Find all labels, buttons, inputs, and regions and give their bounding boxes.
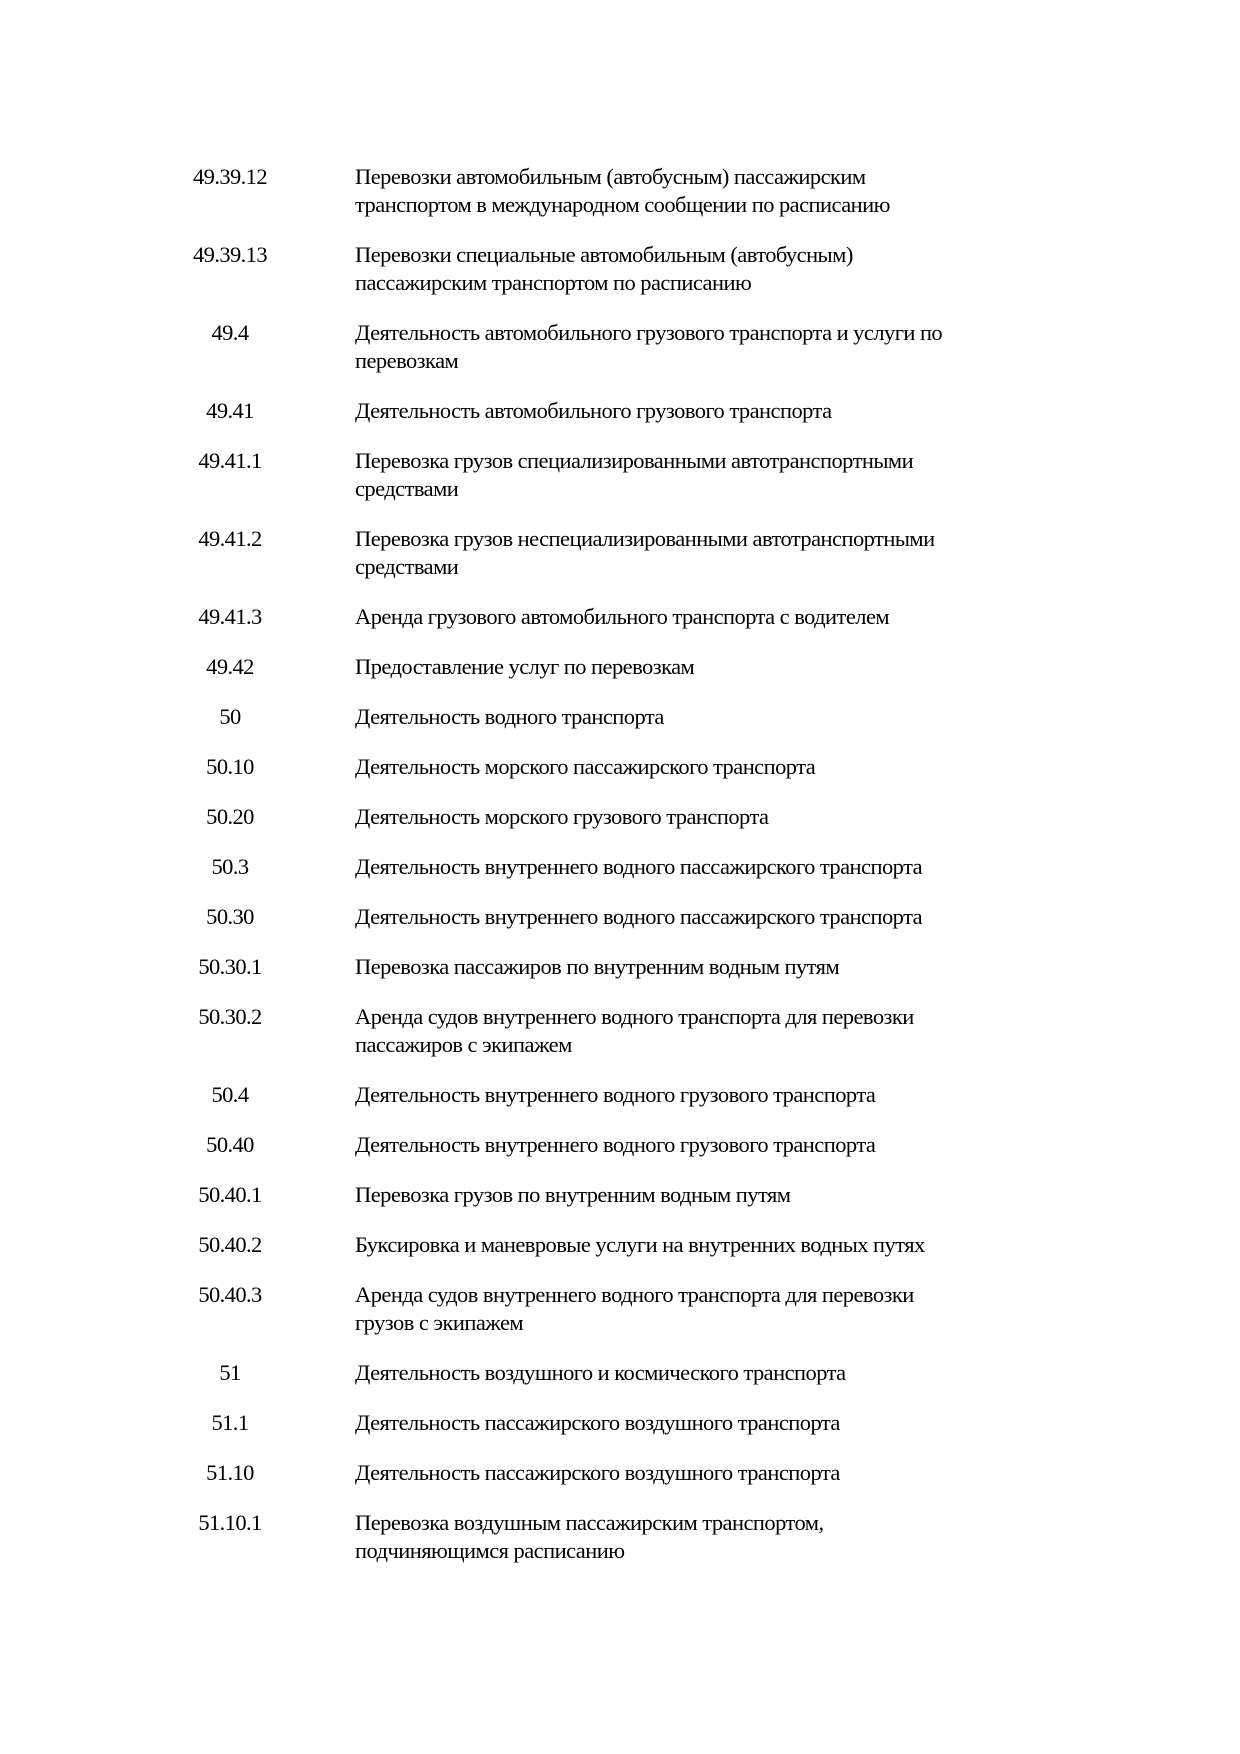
code-cell [0,1459,275,1487]
code-cell [0,447,275,475]
activity-code: 51.10 [206,1460,254,1485]
code-cell [0,1081,275,1109]
activity-description [355,1459,1075,1487]
activity-code: 50.40 [206,1132,254,1157]
code-entry-row [0,1131,1240,1159]
description-line: Деятельность внутреннего водного пассажирского транспорта [355,854,923,879]
code-cell [0,803,275,831]
code-entry-row [0,903,1240,931]
code-entry-row [0,1509,1240,1565]
description-line: Перевозка грузов по внутренним водным путям [355,1182,791,1207]
code-entry-row [0,803,1240,831]
activity-code: 50.10 [206,754,254,779]
code-cell [0,1003,275,1031]
description-line: пассажиров с экипажем [355,1032,572,1057]
code-entry-row [0,397,1240,425]
code-entry-row [0,853,1240,881]
code-entry-row [0,1281,1240,1337]
activity-description [355,525,1075,581]
code-entry-row [0,953,1240,981]
description-line: Перевозки специальные автомобильным (автобусным) [355,242,853,267]
code-cell [0,903,275,931]
activity-code: 50.30 [206,904,254,929]
code-entry-row [0,603,1240,631]
description-line: пассажирским транспортом по расписанию [355,270,752,295]
code-entry-row [0,1003,1240,1059]
activity-description [355,1181,1075,1209]
activity-code: 51 [219,1360,241,1385]
activity-description [355,603,1075,631]
activity-code: 51.10.1 [198,1510,262,1535]
activity-description [355,1131,1075,1159]
code-cell [0,1409,275,1437]
activity-description [355,1281,1075,1337]
description-line: Деятельность внутреннего водного грузового транспорта [355,1132,876,1157]
code-entry-row [0,525,1240,581]
code-cell [0,1359,275,1387]
description-line: Аренда судов внутреннего водного транспорта для перевозки [355,1282,914,1307]
description-line: Деятельность пассажирского воздушного транспорта [355,1410,840,1435]
code-entry-row [0,1459,1240,1487]
code-entry-row [0,653,1240,681]
code-entry-row [0,1231,1240,1259]
description-line: Деятельность морского грузового транспорта [355,804,769,829]
description-line: средствами [355,554,459,579]
code-cell [0,1231,275,1259]
activity-description [355,447,1075,503]
activity-code: 50.40.2 [198,1232,262,1257]
description-line: Деятельность автомобильного грузового транспорта и услуги по [355,320,943,345]
description-line: Деятельность автомобильного грузового транспорта [355,398,832,423]
activity-description [355,853,1075,881]
code-entry-row [0,1409,1240,1437]
activity-code: 49.42 [206,654,254,679]
activity-code: 50 [219,704,241,729]
activity-code: 50.30.1 [198,954,262,979]
activity-description [355,1409,1075,1437]
description-line: Деятельность пассажирского воздушного транспорта [355,1460,840,1485]
activity-code: 49.4 [211,320,249,345]
code-cell [0,603,275,631]
description-line: грузов с экипажем [355,1310,524,1335]
activity-description [355,397,1075,425]
description-line: Деятельность внутреннего водного грузового транспорта [355,1082,876,1107]
code-cell [0,1281,275,1309]
code-cell [0,703,275,731]
activity-code: 49.41 [206,398,254,423]
activity-code: 49.39.12 [193,164,267,189]
code-entry-row [0,1181,1240,1209]
activity-code: 51.1 [211,1410,249,1435]
description-line: Аренда грузового автомобильного транспорта с водителем [355,604,890,629]
description-line: Перевозка воздушным пассажирским транспортом, [355,1510,824,1535]
activity-description [355,163,1075,219]
description-line: перевозкам [355,348,459,373]
activity-description [355,903,1075,931]
activity-description [355,1081,1075,1109]
code-cell [0,653,275,681]
code-entry-row [0,447,1240,503]
code-entry-row [0,163,1240,219]
description-line: Деятельность воздушного и космического транспорта [355,1360,846,1385]
description-line: средствами [355,476,459,501]
activity-code: 49.41.1 [198,448,262,473]
activity-description [355,953,1075,981]
code-cell [0,163,275,191]
activity-description [355,653,1075,681]
description-line: Перевозки автомобильным (автобусным) пассажирским [355,164,866,189]
activity-code: 49.41.3 [198,604,262,629]
description-line: транспортом в международном сообщении по расписанию [355,192,890,217]
description-line: Перевозка грузов специализированными автотранспортными [355,448,914,473]
activity-code: 50.40.1 [198,1182,262,1207]
activity-description [355,1231,1075,1259]
activity-description [355,703,1075,731]
code-entry-row [0,1081,1240,1109]
activity-description [355,803,1075,831]
activity-description [355,1003,1075,1059]
code-cell [0,1131,275,1159]
activity-code: 50.40.3 [198,1282,262,1307]
activity-description [355,1509,1075,1565]
activity-code: 49.41.2 [198,526,262,551]
description-line: Аренда судов внутреннего водного транспорта для перевозки [355,1004,914,1029]
description-line: Деятельность водного транспорта [355,704,664,729]
code-cell [0,1509,275,1537]
code-entry-row [0,1359,1240,1387]
description-line: Деятельность морского пассажирского транспорта [355,754,816,779]
description-line: подчиняющимся расписанию [355,1538,625,1563]
code-entry-row [0,319,1240,375]
code-cell [0,753,275,781]
activity-description [355,319,1075,375]
code-cell [0,953,275,981]
code-cell [0,241,275,269]
code-cell [0,1181,275,1209]
code-cell [0,525,275,553]
description-line: Предоставление услуг по перевозкам [355,654,695,679]
activity-code-list [0,163,1240,1587]
code-cell [0,319,275,347]
activity-description [355,753,1075,781]
activity-code: 50.4 [211,1082,249,1107]
description-line: Буксировка и маневровые услуги на внутренних водных путях [355,1232,925,1257]
description-line: Перевозка грузов неспециализированными автотранспортными [355,526,935,551]
activity-code: 50.30.2 [198,1004,262,1029]
code-cell [0,397,275,425]
description-line: Деятельность внутреннего водного пассажирского транспорта [355,904,923,929]
activity-code: 50.3 [211,854,249,879]
code-entry-row [0,753,1240,781]
activity-description [355,1359,1075,1387]
description-line: Перевозка пассажиров по внутренним водным путям [355,954,840,979]
activity-description [355,241,1075,297]
activity-code: 50.20 [206,804,254,829]
code-entry-row [0,703,1240,731]
code-cell [0,853,275,881]
code-entry-row [0,241,1240,297]
activity-code: 49.39.13 [193,242,267,267]
